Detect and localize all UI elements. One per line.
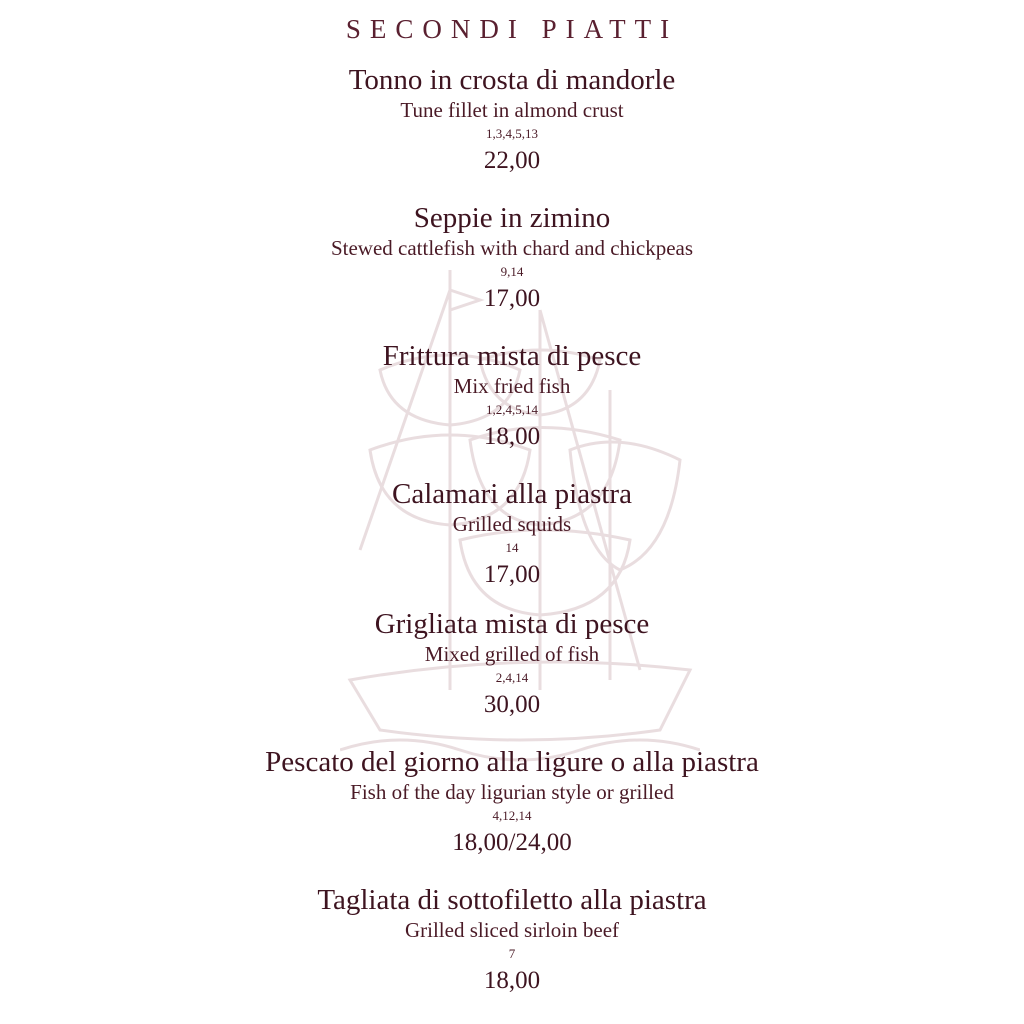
dish-description: Grilled sliced sirloin beef [404,918,620,942]
menu-item [0,201,1024,315]
dish-description: Mix fried fish [453,374,571,398]
dish-allergens: 14 [505,540,519,555]
dish-description: Grilled squids [452,512,572,536]
dish-description: Mixed grilled of fish [424,642,600,666]
dish-name: Seppie in zimino [413,202,611,234]
dish-allergens: 2,4,14 [495,670,529,685]
dish-allergens: 4,12,14 [492,808,532,823]
dish-description: Tune fillet in almond crust [400,98,624,122]
menu-item [0,477,1024,591]
menu-item [0,63,1024,177]
dish-price: 22,00 [483,147,541,174]
dish-allergens: 7 [508,946,516,961]
dish-description: Fish of the day ligurian style or grilled [350,780,674,804]
section-title: SECONDI PIATTI [345,14,679,44]
menu-item [0,607,1024,721]
dish-price: 17,00 [483,285,541,312]
dish-name: Grigliata mista di pesce [374,608,650,640]
dish-allergens: 1,3,4,5,13 [486,126,538,141]
dish-name: Pescato del giorno alla ligure o alla piastra [265,746,759,778]
dish-price: 30,00 [483,691,541,718]
dish-name: Tagliata di sottofiletto alla piastra [317,884,707,916]
dish-name: Calamari alla piastra [392,478,632,510]
dish-name: Frittura mista di pesce [382,340,642,372]
dish-name: Tonno in crosta di mandorle [348,64,676,96]
dish-price: 18,00/24,00 [452,829,572,856]
dish-allergens: 9,14 [500,264,524,279]
dish-price: 18,00 [483,967,541,994]
menu-item [0,745,1024,859]
dish-price: 17,00 [483,561,541,588]
dish-allergens: 1,2,4,5,14 [486,402,538,417]
dish-description: Stewed cattlefish with chard and chickpeas [330,236,694,260]
dish-price: 18,00 [483,423,541,450]
menu-item [0,339,1024,453]
menu-item [0,883,1024,997]
